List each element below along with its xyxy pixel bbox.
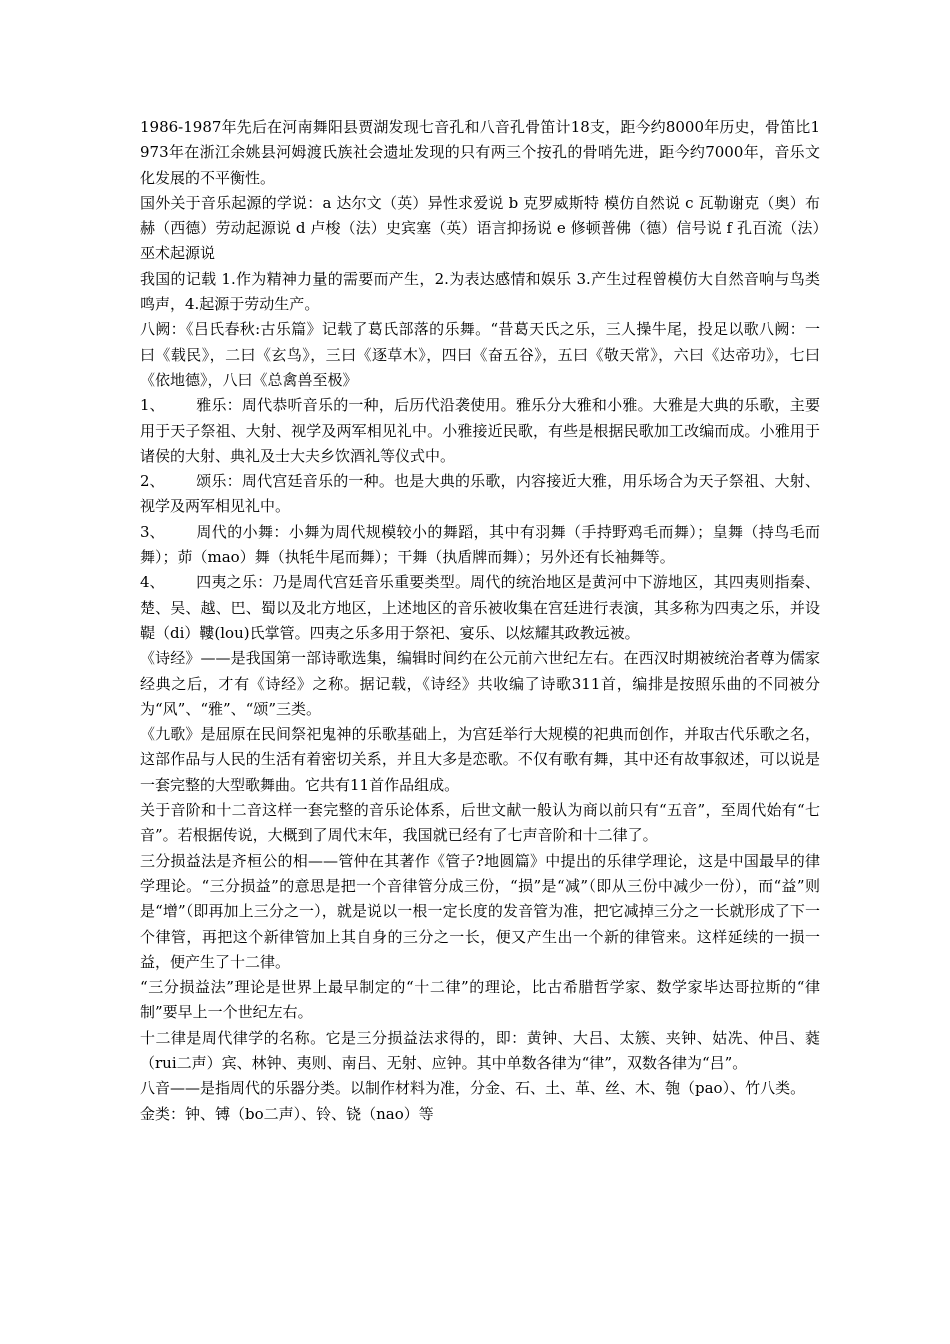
paragraph-bone-flute: 1986-1987年先后在河南舞阳县贾湖发现七音孔和八音孔骨笛计18支，距今约8000年历史，骨笛比1973年在浙江余姚县河姆渡氏族社会遗址发现的只有两三个按孔的骨哨先进，距今约7000年，音乐文化发展的不平衡性。 <box>140 118 820 187</box>
paragraph-ba-que: 八阙：《吕氏春秋:古乐篇》记载了葛氏部落的乐舞。“昔葛天氏之乐，三人操牛尾，投足以歌八阙：一曰《载民》，二曰《玄鸟》，三曰《逐草木》，四曰《奋五谷》，五曰《敬天常》，六曰《达帝功》，七曰《依地德》，八曰《总禽兽至极》 <box>140 320 820 389</box>
paragraph-chinese-records: 我国的记载 1.作为精神力量的需要而产生，2.为表达感情和娱乐 3.产生过程曾模仿大自然音响与鸟类鸣声，4.起源于劳动生产。 <box>140 269 820 314</box>
paragraph-twelve-lu: 十二律是周代律学的名称。它是三分损益法求得的，即：黄钟、大吕、太簇、夹钟、姑冼、仲吕、蕤（rui二声）宾、林钟、夷则、南吕、无射、应钟。其中单数各律为“律”，双数各律为“吕”。 <box>140 1028 820 1072</box>
list-item <box>140 393 820 469</box>
paragraph-shijing: 《诗经》——是我国第一部诗歌选集，编辑时间约在公元前六世纪左右。在西汉时期被统治者尊为儒家经典之后，才有《诗经》之称。据记载，《诗经》共收编了诗歌311首，编排是按照乐曲的不同被分为“风”、“雅”、“颂”三类。 <box>140 649 820 718</box>
list-text: 四夷之乐：乃是周代宫廷音乐重要类型。周代的统治地区是黄河中下游地区，其四夷则指秦、楚、吴、越、巴、蜀以及北方地区，上述地区的音乐被收集在宫廷进行表演，其多称为四夷之乐，并设鞮（di）鞻(lou)氏掌管。四夷之乐多用于祭祀、宴乐、以炫耀其政教远被。 <box>140 573 820 642</box>
list-number: 1、 <box>140 396 165 415</box>
paragraph-scales: 关于音阶和十二音这样一套完整的音乐论体系，后世文献一般认为商以前只有“五音”，至周代始有“七音”。若根据传说，大概到了周代末年，我国就已经有了七声音阶和十二律了。 <box>140 801 820 845</box>
document-body <box>140 115 820 1127</box>
list-item <box>140 570 820 646</box>
paragraph-twelve-lu-theory: “三分损益法”理论是世界上最早制定的“十二律”的理论，比古希腊哲学家、数学家毕达哥拉斯的“律制”要早上一个世纪左右。 <box>140 978 820 1022</box>
list-item <box>140 469 820 520</box>
paragraph-metal-class: 金类：钟、镈（bo二声）、铃、铙（nao）等 <box>140 1104 434 1123</box>
list-text: 周代的小舞：小舞为周代规模较小的舞蹈，其中有羽舞（手持野鸡毛而舞）；皇舞（持鸟毛而舞）；茆（mao）舞（执牦牛尾而舞）；干舞（执盾牌而舞）；另外还有长袖舞等。 <box>140 522 820 567</box>
paragraph-sanfen-sunyi: 三分损益法是齐桓公的相——管仲在其著作《管子?地圆篇》中提出的乐律学理论，这是中国最早的律学理论。“三分损益”的意思是把一个音律管分成三份，“损”是“减”（即从三份中减少一份），而“益”则是“增”（即再加上三分之一），就是说以一根一定长度的发音管为准，把它减掉三分之一长就形成了下一个律管，再把这个新律管加上其自身的三分之一长，便又产生出一个新的律管来。这样延续的一损一益，便产生了十二律。 <box>140 851 820 971</box>
list-number: 2、 <box>140 472 165 491</box>
list-number: 4、 <box>140 573 165 592</box>
list-text: 雅乐：周代恭听音乐的一种，后历代沿袭使用。雅乐分大雅和小雅。大雅是大典的乐歌，主要用于天子祭祖、大射、视学及两军相见礼中。小雅接近民歌，有些是根据民歌加工改编而成。小雅用于诸侯的大射、典礼及士大夫乡饮酒礼等仪式中。 <box>140 396 820 465</box>
list-item <box>140 520 820 571</box>
paragraph-bayin: 八音——是指周代的乐器分类。以制作材料为准，分金、石、土、革、丝、木、匏（pao）、竹八类。 <box>140 1079 806 1098</box>
paragraph-foreign-theories: 国外关于音乐起源的学说：a 达尔文（英）异性求爱说 b 克罗威斯特 模仿自然说 c 瓦勒谢克（奥）布赫（西德）劳动起源说 d 卢梭（法）史宾塞（英）语言抑扬说 e 修顿普佛（德）信号说 f 孔百流（法）巫术起源说 <box>140 193 820 263</box>
list-text: 颂乐：周代宫廷音乐的一种。也是大典的乐歌，内容接近大雅，用乐场合为天子祭祖、大射、视学及两军相见礼中。 <box>140 472 820 516</box>
list-number: 3、 <box>140 522 165 541</box>
paragraph-jiuge: 《九歌》是屈原在民间祭祀鬼神的乐歌基础上，为宫廷举行大规模的祀典而创作，并取古代乐歌之名，这部作品与人民的生活有着密切关系，并且大多是恋歌。不仅有歌有舞，其中还有故事叙述，可以说是一套完整的大型歌舞曲。它共有11首作品组成。 <box>140 725 820 794</box>
